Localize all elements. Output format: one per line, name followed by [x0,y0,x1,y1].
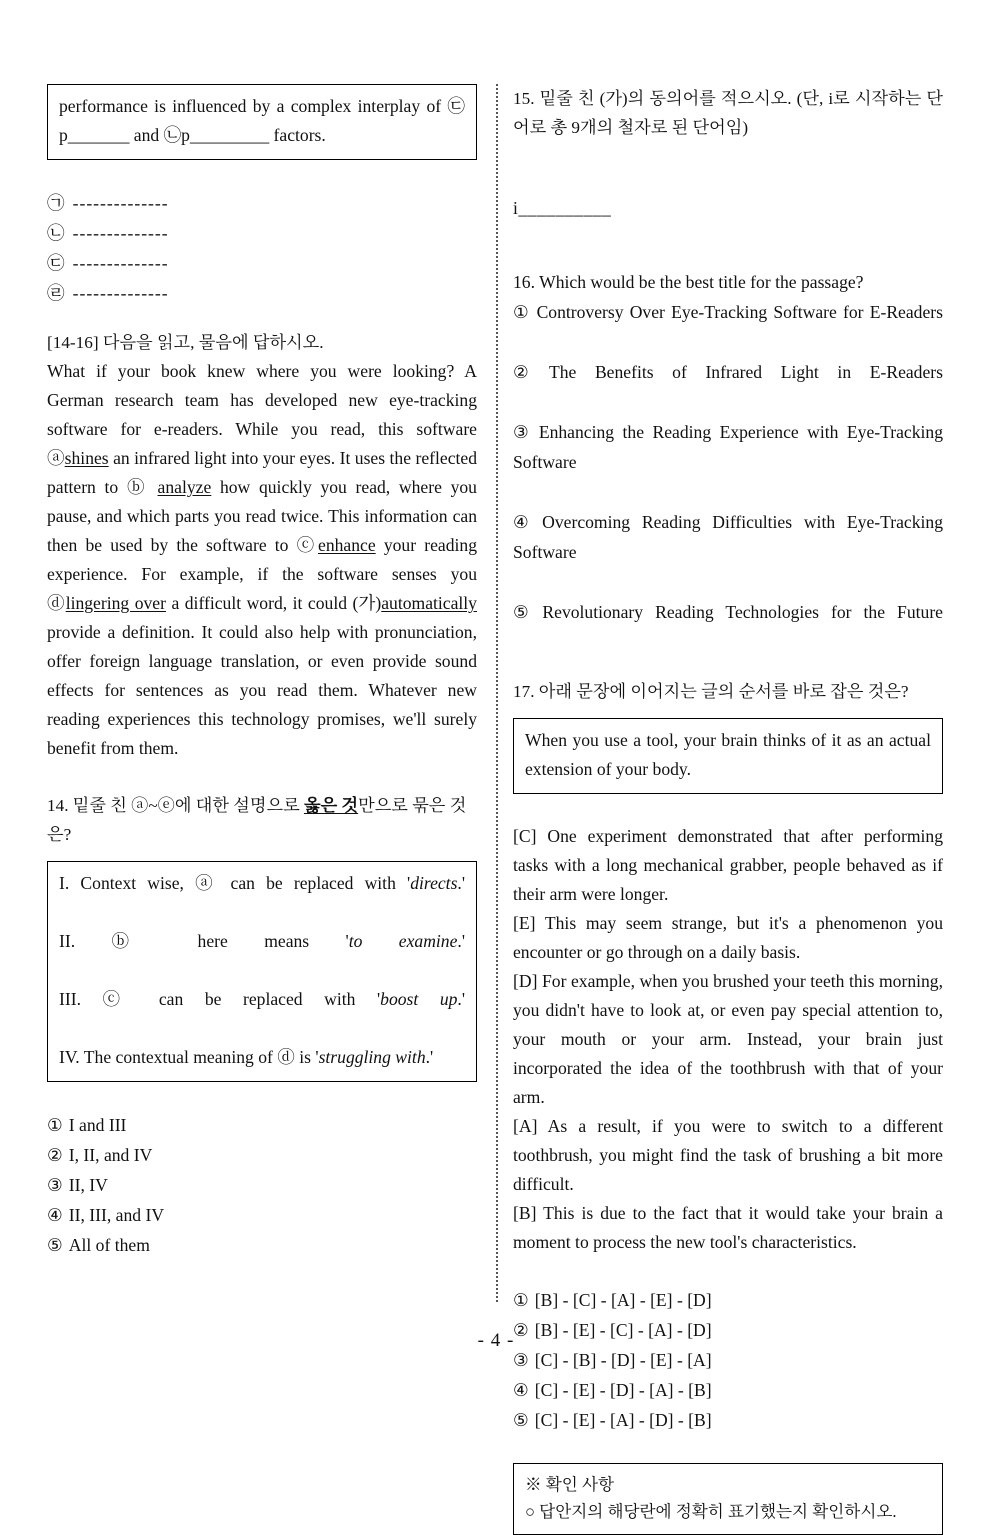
question-16-number: 16. [513,272,535,293]
paragraph-tag: [E] [513,913,536,934]
choice-label: II, III, and IV [68,1205,165,1225]
question-17-prompt-text: When you use a tool, your brain thinks of it as an actual extension of your body. [525,730,931,780]
roman-statement [59,927,465,985]
choice-number: ② [513,1320,529,1341]
scrambled-paragraph [513,967,943,1112]
choice-number: ② [513,362,543,383]
roman-numeral: II. [59,931,76,951]
choice-label: [B] - [C] - [A] - [E] - [D] [534,1290,712,1311]
passage-mark-ga: (가) [352,593,382,613]
roman-statement-italic: boost up [380,989,458,1009]
scrambled-paragraph [513,1199,943,1257]
choice-label: I and III [68,1115,127,1135]
passage-mark-c: ⓒ [296,535,319,555]
passage-word-c: enhance [318,535,376,555]
choice-label: [C] - [E] - [A] - [D] - [B] [534,1410,712,1431]
paragraph-text: For example, when you brushed your teeth this morning, you didn't have to look at, or even pay special attention to, your mouth or your arm. Instead, your brain just incorporated the idea of the toothbrush with that of your arm. [513,971,943,1108]
paragraph-tag: [A] [513,1116,538,1137]
roman-numeral: IV. [59,1047,80,1067]
question-14-statement-box [47,861,477,1082]
scrambled-paragraph [513,822,943,909]
question-17-number: 17. [513,682,535,702]
passage-seg-6: provide a definition. It could also help with pronunciation, offer foreign language translation, or even provide sound effects for sentences as you read them. Whatever new reading experiences this technology promises, we'll surely benefit from them. [47,622,477,758]
choice-item[interactable] [47,1200,477,1230]
answer-blank-row[interactable] [47,188,477,218]
blank-line: -------------- [72,223,169,243]
choice-item[interactable] [47,1170,477,1200]
choice-number: ⑤ [513,1410,529,1431]
choice-label: The Benefits of Infrared Light in E-Readers [548,362,943,383]
passage-seg-5: a difficult word, it could [165,593,353,613]
choice-number: ④ [513,512,537,533]
question-15-stem-text: 밑줄 친 (가)의 동의어를 적으시오. (단, i로 시작하는 단어로 총 9개의 철자로 된 단어임) [513,89,944,137]
scrambled-paragraph [513,1112,943,1199]
answer-blank-list [47,188,477,308]
choice-label: Revolutionary Reading Technologies for the Future [542,602,943,623]
answer-blank-row[interactable] [47,278,477,308]
question-16-stem [513,268,943,297]
choice-label: [B] - [E] - [C] - [A] - [D] [534,1320,712,1341]
paragraph-text: As a result, if you were to switch to a different toothbrush, you might find the task of brushing a bit more difficult. [513,1116,943,1195]
choice-number: ⑤ [513,602,537,623]
choice-number: ① [47,1115,63,1135]
left-column [47,84,477,1260]
roman-statement-italic: to examine [348,931,458,951]
choice-item[interactable] [513,297,943,357]
cloze-summary-text: performance is influenced by a complex interplay of ㉢p_______ and ㉡p_________ factors. [59,96,465,145]
passage-word-ga: automatically [381,593,477,613]
paragraph-text: This may seem strange, but it's a phenomenon you encounter or go through on a daily basis. [513,913,943,963]
question-17-stem-text: 아래 문장에 이어지는 글의 순서를 바로 잡은 것은? [538,682,909,702]
question-15-number: 15. [513,89,535,108]
paragraph-text: This is due to the fact that it would take your brain a moment to process the new tool's characteristics. [513,1203,943,1253]
choice-number: ③ [513,422,533,443]
paragraph-text: One experiment demonstrated that after performing tasks with a long mechanical grabber, people behaved as if their arm were longer. [513,826,943,905]
choice-item[interactable] [47,1140,477,1170]
choice-number: ① [513,1290,529,1311]
passage-mark-b: ⓑ [126,477,149,497]
choice-number: ④ [47,1205,63,1225]
confirmation-notice-box [513,1463,943,1535]
roman-numeral: I. [59,873,70,893]
passage-seg-2: an infrared light into your eyes. It uses the reflected pattern to [47,448,477,497]
roman-statement-italic: struggling with [318,1047,426,1067]
passage-word-b: analyze [157,477,212,497]
notice-title: ※ 확인 사항 [525,1475,615,1495]
choice-label: Overcoming Reading Difficulties with Eye-Tracking Software [513,512,943,563]
choice-number: ④ [513,1380,529,1401]
choice-item[interactable] [513,1375,943,1405]
choice-label: [C] - [E] - [D] - [A] - [B] [534,1380,712,1401]
question-14-stem-pre: 밑줄 친 ⓐ~ⓔ에 대한 설명으로 [72,796,304,815]
question-14-stem-post: 만으로 묶은 것은? [47,796,467,844]
choice-item[interactable] [513,597,943,657]
choice-label: Enhancing the Reading Experience with Eye-Tracking Software [513,422,943,473]
choice-number: ③ [47,1175,63,1195]
paragraph-tag: [B] [513,1203,537,1224]
choice-item[interactable] [47,1230,477,1260]
passage-instruction: [14-16] 다음을 읽고, 물음에 답하시오. [47,333,324,352]
paragraph-tag: [D] [513,971,538,992]
roman-statement-pre: ⓒ can be replaced with ' [102,989,381,1009]
passage-mark-a: ⓐ [47,448,65,468]
question-15-answer-blank[interactable]: i__________ [513,197,612,218]
answer-blank-row[interactable] [47,248,477,278]
roman-numeral: III. [59,989,81,1009]
choice-number: ① [513,302,531,323]
answer-blank-row[interactable] [47,218,477,248]
passage-seg-1: What if your book knew where you were looking? A German research team has developed new eye-tracking software for e-readers. While you read, this software [47,361,477,439]
question-17-prompt-box [513,718,943,794]
roman-statement-post: .' [425,1047,434,1067]
choice-label: II, IV [68,1175,108,1195]
page-footer [0,1330,992,1352]
cloze-summary-box [47,84,477,160]
question-14-choices [47,1110,477,1260]
choice-label: Controversy Over Eye-Tracking Software for E-Readers [536,302,943,323]
roman-statement-pre: Context wise, ⓐ can be replaced with ' [80,873,411,893]
passage-word-a: shines [64,448,109,468]
roman-statement-pre: The contextual meaning of ⓓ is ' [83,1047,319,1067]
paragraph-tag: [C] [513,826,537,847]
choice-label: I, II, and IV [68,1145,153,1165]
choice-number: ⑤ [47,1235,63,1255]
passage-seg-4: your reading experience. For example, if the software senses you [47,535,477,584]
choice-item[interactable] [47,1110,477,1140]
blank-line: -------------- [72,253,169,273]
blank-line: -------------- [72,193,169,213]
roman-statement-list [59,869,465,1072]
question-16-choices [513,297,943,657]
scrambled-paragraph [513,909,943,967]
roman-statement-post: .' [457,873,465,893]
choice-label: All of them [68,1235,150,1255]
roman-statement [59,1043,465,1072]
roman-statement-post: .' [457,989,465,1009]
blank-mark: ㉢ [47,253,65,273]
question-14-stem-emphasis: 옳은 것 [303,796,359,815]
column-divider [496,84,498,1302]
question-17-stem [513,677,943,706]
question-14-stem [47,791,477,849]
passage-mark-d: ⓓ [47,593,66,613]
right-column [513,84,943,1535]
question-14-number: 14. [47,796,69,815]
roman-statement-pre: ⓑ here means ' [111,931,349,951]
roman-statement [59,869,465,927]
blank-mark: ㉠ [47,193,65,213]
choice-label: [C] - [B] - [D] - [E] - [A] [534,1350,712,1371]
choice-item[interactable] [513,357,943,417]
choice-number: ② [47,1145,63,1165]
page-number: - 4 - [477,1330,515,1351]
notice-item: ○ 답안지의 해당란에 정확히 표기했는지 확인하시오. [525,1502,897,1522]
choice-item[interactable] [513,1405,943,1435]
question-17-choices [513,1285,943,1435]
roman-statement-italic: directs [410,873,458,893]
roman-statement [59,985,465,1043]
choice-item[interactable] [513,417,943,507]
blank-mark: ㉣ [47,283,65,303]
choice-item[interactable] [513,507,943,597]
choice-number: ③ [513,1350,529,1371]
blank-mark: ㉡ [47,223,65,243]
passage-seg-3: how quickly you read, where you pause, and which parts you read twice. This information can then be used by the software to [47,477,477,555]
choice-item[interactable] [513,1285,943,1315]
question-15-stem [513,84,943,142]
blank-line: -------------- [72,283,169,303]
passage-word-d: lingering over [65,593,166,613]
question-16-stem-text: Which would be the best title for the passage? [539,272,864,293]
roman-statement-post: .' [457,931,465,951]
reading-passage [47,357,477,763]
